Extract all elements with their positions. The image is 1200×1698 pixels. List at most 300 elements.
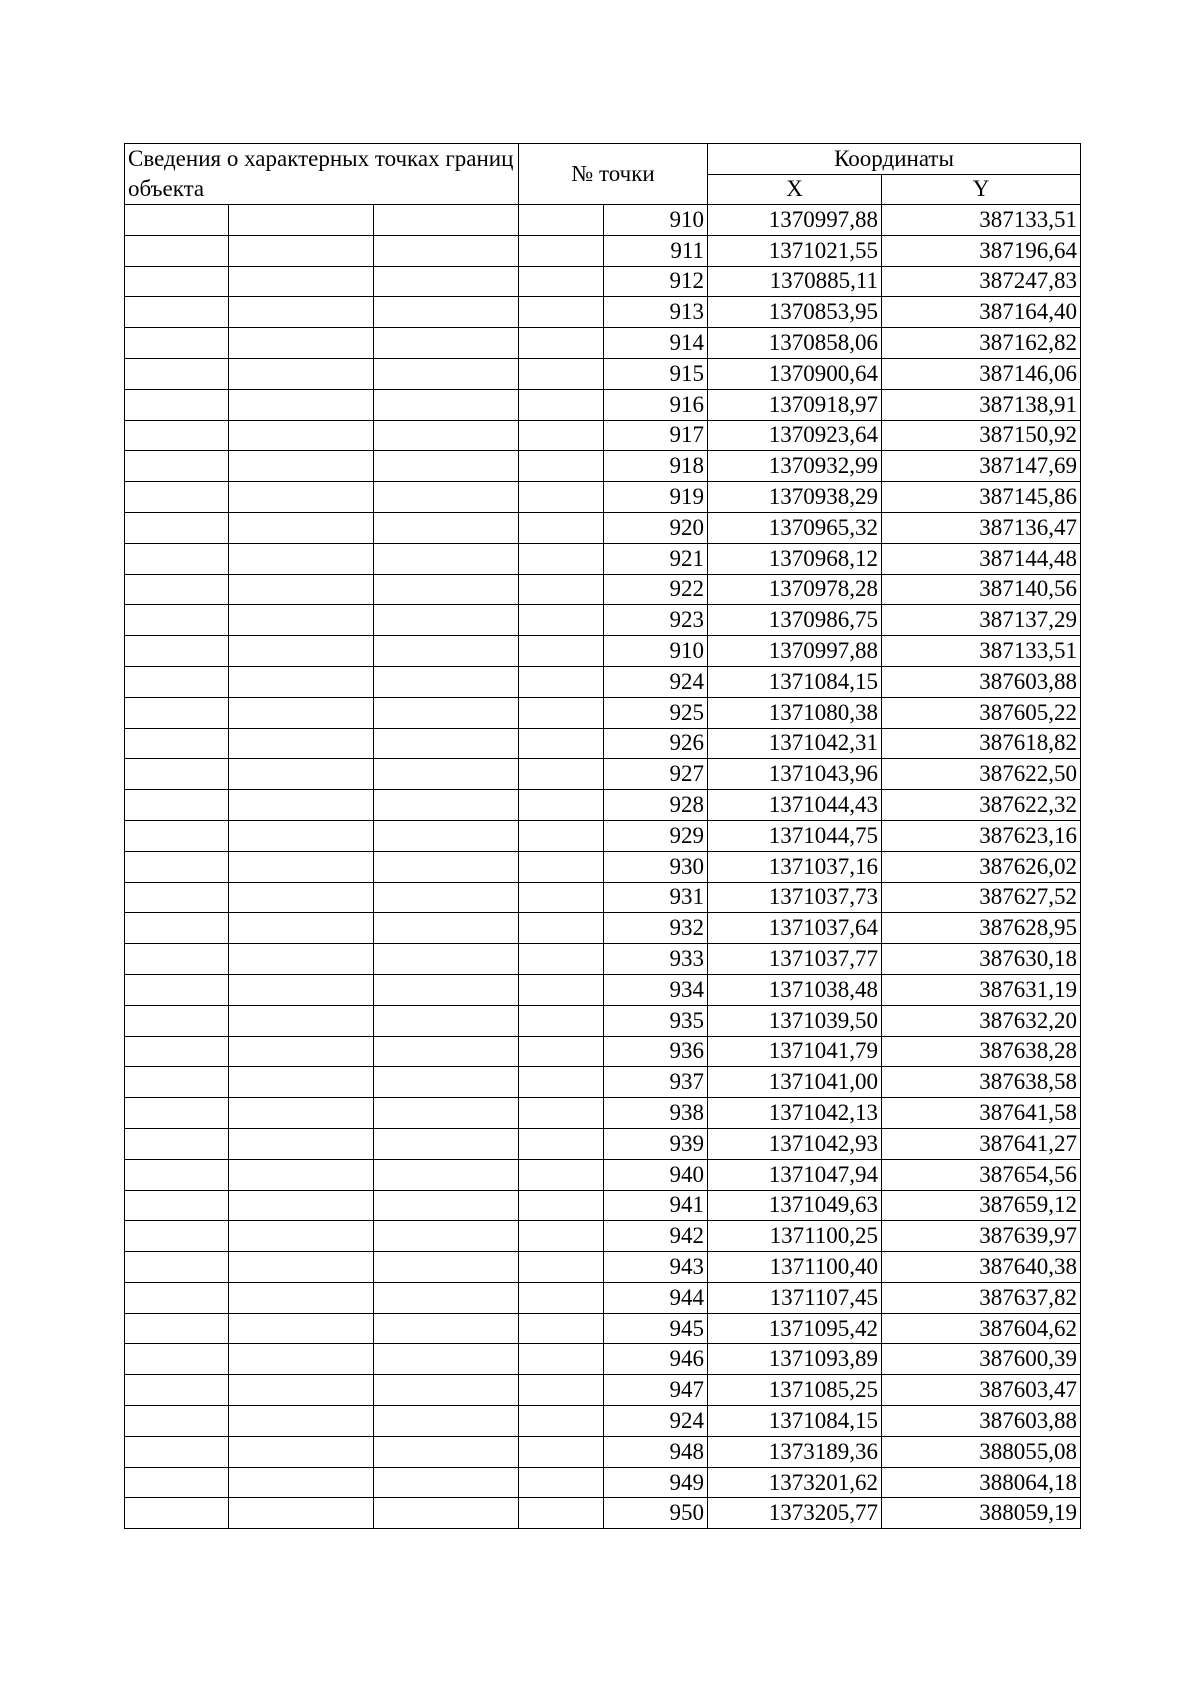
- empty-cell: [229, 913, 374, 944]
- empty-cell: [374, 666, 519, 697]
- x-coordinate-cell: 1371044,43: [708, 790, 882, 821]
- empty-cell: [229, 358, 374, 389]
- empty-cell: [519, 728, 604, 759]
- empty-cell: [229, 482, 374, 513]
- point-number-cell: 950: [604, 1498, 708, 1529]
- table-row: [125, 482, 1081, 513]
- y-coordinate-cell: 387622,32: [882, 790, 1081, 821]
- y-coordinate-cell: 387638,58: [882, 1067, 1081, 1098]
- empty-cell: [125, 389, 229, 420]
- table-row: [125, 328, 1081, 359]
- point-number-cell: 934: [604, 974, 708, 1005]
- y-coordinate-cell: 387164,40: [882, 297, 1081, 328]
- table-row: [125, 1406, 1081, 1437]
- table-row: [125, 389, 1081, 420]
- x-coordinate-cell: 1371037,16: [708, 851, 882, 882]
- x-coordinate-cell: 1371037,77: [708, 944, 882, 975]
- empty-cell: [125, 297, 229, 328]
- x-coordinate-cell: 1370965,32: [708, 512, 882, 543]
- empty-cell: [229, 205, 374, 236]
- table-row: [125, 1467, 1081, 1498]
- table-row: [125, 297, 1081, 328]
- empty-cell: [125, 266, 229, 297]
- empty-cell: [229, 790, 374, 821]
- empty-cell: [125, 820, 229, 851]
- point-number-cell: 948: [604, 1436, 708, 1467]
- y-coordinate-cell: 387147,69: [882, 451, 1081, 482]
- empty-cell: [519, 636, 604, 667]
- empty-cell: [519, 1067, 604, 1098]
- empty-cell: [125, 1375, 229, 1406]
- point-number-cell: 933: [604, 944, 708, 975]
- table-row: [125, 974, 1081, 1005]
- table-row: [125, 574, 1081, 605]
- empty-cell: [229, 974, 374, 1005]
- y-coordinate-cell: 387640,38: [882, 1252, 1081, 1283]
- empty-cell: [229, 944, 374, 975]
- coordinates-table: [124, 143, 1081, 1529]
- empty-cell: [374, 882, 519, 913]
- table-row: [125, 913, 1081, 944]
- table-row: [125, 235, 1081, 266]
- table-row: [125, 1067, 1081, 1098]
- empty-cell: [125, 913, 229, 944]
- y-coordinate-cell: 387247,83: [882, 266, 1081, 297]
- empty-cell: [125, 1221, 229, 1252]
- y-coordinate-cell: 387136,47: [882, 512, 1081, 543]
- table-row: [125, 1005, 1081, 1036]
- empty-cell: [125, 574, 229, 605]
- x-coordinate-cell: 1370853,95: [708, 297, 882, 328]
- y-coordinate-cell: 387604,62: [882, 1313, 1081, 1344]
- empty-cell: [229, 1252, 374, 1283]
- table-row: [125, 820, 1081, 851]
- y-coordinate-cell: 387630,18: [882, 944, 1081, 975]
- empty-cell: [374, 697, 519, 728]
- x-coordinate-cell: 1370900,64: [708, 358, 882, 389]
- empty-cell: [229, 1313, 374, 1344]
- point-number-cell: 918: [604, 451, 708, 482]
- y-coordinate-cell: 387618,82: [882, 728, 1081, 759]
- empty-cell: [519, 697, 604, 728]
- x-coordinate-cell: 1371043,96: [708, 759, 882, 790]
- empty-cell: [229, 820, 374, 851]
- empty-cell: [519, 1252, 604, 1283]
- empty-cell: [374, 1344, 519, 1375]
- y-coordinate-cell: 387603,47: [882, 1375, 1081, 1406]
- table-row: [125, 728, 1081, 759]
- x-coordinate-cell: 1370968,12: [708, 543, 882, 574]
- empty-cell: [229, 605, 374, 636]
- x-coordinate-cell: 1371107,45: [708, 1282, 882, 1313]
- y-coordinate-cell: 388055,08: [882, 1436, 1081, 1467]
- x-coordinate-cell: 1373189,36: [708, 1436, 882, 1467]
- y-coordinate-cell: 387145,86: [882, 482, 1081, 513]
- empty-cell: [125, 1436, 229, 1467]
- empty-cell: [374, 297, 519, 328]
- empty-cell: [519, 882, 604, 913]
- table-row: [125, 851, 1081, 882]
- empty-cell: [229, 266, 374, 297]
- empty-cell: [125, 944, 229, 975]
- empty-cell: [125, 759, 229, 790]
- empty-cell: [229, 1128, 374, 1159]
- point-number-cell: 926: [604, 728, 708, 759]
- point-number-cell: 936: [604, 1036, 708, 1067]
- empty-cell: [125, 1067, 229, 1098]
- empty-cell: [374, 266, 519, 297]
- table-row: [125, 1436, 1081, 1467]
- x-coordinate-cell: 1371085,25: [708, 1375, 882, 1406]
- empty-cell: [374, 543, 519, 574]
- empty-cell: [519, 974, 604, 1005]
- table-row: [125, 266, 1081, 297]
- empty-cell: [519, 1221, 604, 1252]
- x-coordinate-cell: 1371037,64: [708, 913, 882, 944]
- y-header-cell: Y: [882, 174, 1081, 205]
- empty-cell: [229, 1375, 374, 1406]
- table-row: [125, 790, 1081, 821]
- x-coordinate-cell: 1370938,29: [708, 482, 882, 513]
- empty-cell: [374, 389, 519, 420]
- table-row: [125, 882, 1081, 913]
- point-number-cell: 941: [604, 1190, 708, 1221]
- y-coordinate-cell: 387146,06: [882, 358, 1081, 389]
- empty-cell: [519, 1344, 604, 1375]
- empty-cell: [229, 451, 374, 482]
- point-number-cell: 930: [604, 851, 708, 882]
- empty-cell: [229, 636, 374, 667]
- empty-cell: [374, 1036, 519, 1067]
- point-number-cell: 943: [604, 1252, 708, 1283]
- y-coordinate-cell: 387140,56: [882, 574, 1081, 605]
- point-number-cell: 940: [604, 1159, 708, 1190]
- point-number-cell: 925: [604, 697, 708, 728]
- empty-cell: [374, 820, 519, 851]
- empty-cell: [229, 728, 374, 759]
- empty-cell: [374, 605, 519, 636]
- y-coordinate-cell: 387137,29: [882, 605, 1081, 636]
- point-number-cell: 922: [604, 574, 708, 605]
- empty-cell: [519, 913, 604, 944]
- point-number-cell: 949: [604, 1467, 708, 1498]
- empty-cell: [519, 1406, 604, 1437]
- y-coordinate-cell: 387622,50: [882, 759, 1081, 790]
- point-number-cell: 916: [604, 389, 708, 420]
- empty-cell: [374, 1221, 519, 1252]
- x-coordinate-cell: 1371084,15: [708, 1406, 882, 1437]
- y-coordinate-cell: 387623,16: [882, 820, 1081, 851]
- empty-cell: [229, 1467, 374, 1498]
- empty-cell: [229, 1067, 374, 1098]
- empty-cell: [229, 1406, 374, 1437]
- empty-cell: [374, 1252, 519, 1283]
- table-row: [125, 944, 1081, 975]
- y-coordinate-cell: 387605,22: [882, 697, 1081, 728]
- empty-cell: [374, 205, 519, 236]
- empty-cell: [229, 328, 374, 359]
- x-coordinate-cell: 1373205,77: [708, 1498, 882, 1529]
- empty-cell: [229, 543, 374, 574]
- empty-cell: [519, 1498, 604, 1529]
- empty-cell: [229, 697, 374, 728]
- empty-cell: [519, 1128, 604, 1159]
- empty-cell: [374, 636, 519, 667]
- empty-cell: [519, 851, 604, 882]
- y-coordinate-cell: 387626,02: [882, 851, 1081, 882]
- empty-cell: [519, 1282, 604, 1313]
- table-row: [125, 1190, 1081, 1221]
- point-number-cell: 932: [604, 913, 708, 944]
- empty-cell: [125, 1098, 229, 1129]
- point-number-cell: 928: [604, 790, 708, 821]
- empty-cell: [519, 1036, 604, 1067]
- table-row: [125, 1344, 1081, 1375]
- empty-cell: [519, 944, 604, 975]
- x-coordinate-cell: 1370932,99: [708, 451, 882, 482]
- empty-cell: [374, 1190, 519, 1221]
- y-coordinate-cell: 387133,51: [882, 636, 1081, 667]
- point-number-cell: 921: [604, 543, 708, 574]
- empty-cell: [519, 820, 604, 851]
- y-coordinate-cell: 387641,27: [882, 1128, 1081, 1159]
- empty-cell: [519, 1467, 604, 1498]
- x-coordinate-cell: 1371044,75: [708, 820, 882, 851]
- empty-cell: [125, 543, 229, 574]
- table-row: [125, 1252, 1081, 1283]
- x-coordinate-cell: 1371047,94: [708, 1159, 882, 1190]
- empty-cell: [125, 1128, 229, 1159]
- empty-cell: [125, 605, 229, 636]
- empty-cell: [229, 235, 374, 266]
- empty-cell: [125, 1036, 229, 1067]
- empty-cell: [229, 759, 374, 790]
- empty-cell: [519, 482, 604, 513]
- x-coordinate-cell: 1370923,64: [708, 420, 882, 451]
- point-number-cell: 947: [604, 1375, 708, 1406]
- empty-cell: [374, 913, 519, 944]
- empty-cell: [374, 574, 519, 605]
- x-coordinate-cell: 1371100,25: [708, 1221, 882, 1252]
- point-number-cell: 938: [604, 1098, 708, 1129]
- y-coordinate-cell: 387628,95: [882, 913, 1081, 944]
- info-header-cell: Сведения о характерных точках границ объекта: [125, 144, 519, 205]
- empty-cell: [125, 1252, 229, 1283]
- table-row: [125, 697, 1081, 728]
- coordinates-body: [125, 205, 1081, 1529]
- empty-cell: [374, 1282, 519, 1313]
- x-coordinate-cell: 1371093,89: [708, 1344, 882, 1375]
- empty-cell: [519, 605, 604, 636]
- y-coordinate-cell: 387150,92: [882, 420, 1081, 451]
- empty-cell: [519, 420, 604, 451]
- y-coordinate-cell: 388064,18: [882, 1467, 1081, 1498]
- empty-cell: [374, 1498, 519, 1529]
- empty-cell: [229, 1190, 374, 1221]
- empty-cell: [229, 1221, 374, 1252]
- point-number-cell: 914: [604, 328, 708, 359]
- point-number-cell: 920: [604, 512, 708, 543]
- empty-cell: [229, 882, 374, 913]
- x-coordinate-cell: 1371041,79: [708, 1036, 882, 1067]
- empty-cell: [125, 636, 229, 667]
- header-row-top: [125, 144, 1081, 175]
- point-number-cell: 924: [604, 666, 708, 697]
- empty-cell: [519, 759, 604, 790]
- empty-cell: [229, 1098, 374, 1129]
- point-number-cell: 935: [604, 1005, 708, 1036]
- table-row: [125, 636, 1081, 667]
- empty-cell: [519, 666, 604, 697]
- coordinates-sheet: [124, 143, 1081, 1529]
- empty-cell: [125, 420, 229, 451]
- empty-cell: [125, 328, 229, 359]
- x-coordinate-cell: 1371100,40: [708, 1252, 882, 1283]
- y-coordinate-cell: 388059,19: [882, 1498, 1081, 1529]
- table-row: [125, 1128, 1081, 1159]
- empty-cell: [374, 1005, 519, 1036]
- y-coordinate-cell: 387638,28: [882, 1036, 1081, 1067]
- empty-cell: [374, 1159, 519, 1190]
- x-coordinate-cell: 1371049,63: [708, 1190, 882, 1221]
- y-coordinate-cell: 387603,88: [882, 666, 1081, 697]
- empty-cell: [125, 790, 229, 821]
- empty-cell: [374, 728, 519, 759]
- y-coordinate-cell: 387632,20: [882, 1005, 1081, 1036]
- empty-cell: [229, 1436, 374, 1467]
- x-coordinate-cell: 1371095,42: [708, 1313, 882, 1344]
- empty-cell: [519, 1098, 604, 1129]
- empty-cell: [125, 482, 229, 513]
- table-row: [125, 358, 1081, 389]
- point-number-cell: 911: [604, 235, 708, 266]
- table-row: [125, 1375, 1081, 1406]
- empty-cell: [125, 235, 229, 266]
- empty-cell: [374, 759, 519, 790]
- empty-cell: [519, 790, 604, 821]
- table-row: [125, 420, 1081, 451]
- empty-cell: [229, 512, 374, 543]
- x-coordinate-cell: 1370997,88: [708, 205, 882, 236]
- x-coordinate-cell: 1370918,97: [708, 389, 882, 420]
- y-coordinate-cell: 387639,97: [882, 1221, 1081, 1252]
- x-coordinate-cell: 1371038,48: [708, 974, 882, 1005]
- empty-cell: [519, 1375, 604, 1406]
- table-row: [125, 1036, 1081, 1067]
- table-row: [125, 1313, 1081, 1344]
- x-coordinate-cell: 1373201,62: [708, 1467, 882, 1498]
- x-coordinate-cell: 1371039,50: [708, 1005, 882, 1036]
- empty-cell: [374, 235, 519, 266]
- empty-cell: [125, 1498, 229, 1529]
- empty-cell: [374, 790, 519, 821]
- empty-cell: [229, 1498, 374, 1529]
- empty-cell: [519, 297, 604, 328]
- point-number-cell: 910: [604, 205, 708, 236]
- empty-cell: [125, 205, 229, 236]
- empty-cell: [125, 358, 229, 389]
- empty-cell: [229, 1344, 374, 1375]
- empty-cell: [519, 1005, 604, 1036]
- y-coordinate-cell: 387659,12: [882, 1190, 1081, 1221]
- y-coordinate-cell: 387654,56: [882, 1159, 1081, 1190]
- empty-cell: [374, 974, 519, 1005]
- empty-cell: [374, 512, 519, 543]
- empty-cell: [229, 389, 374, 420]
- table-row: [125, 1221, 1081, 1252]
- empty-cell: [229, 420, 374, 451]
- point-number-cell: 944: [604, 1282, 708, 1313]
- empty-cell: [125, 1406, 229, 1437]
- empty-cell: [374, 482, 519, 513]
- empty-cell: [519, 1190, 604, 1221]
- y-coordinate-cell: 387138,91: [882, 389, 1081, 420]
- empty-cell: [125, 1005, 229, 1036]
- point-number-cell: 919: [604, 482, 708, 513]
- empty-cell: [229, 297, 374, 328]
- table-row: [125, 1282, 1081, 1313]
- x-coordinate-cell: 1371042,13: [708, 1098, 882, 1129]
- empty-cell: [374, 451, 519, 482]
- y-coordinate-cell: 387603,88: [882, 1406, 1081, 1437]
- y-coordinate-cell: 387162,82: [882, 328, 1081, 359]
- y-coordinate-cell: 387600,39: [882, 1344, 1081, 1375]
- x-coordinate-cell: 1371041,00: [708, 1067, 882, 1098]
- empty-cell: [374, 420, 519, 451]
- point-number-header-cell: № точки: [519, 144, 708, 205]
- empty-cell: [125, 512, 229, 543]
- x-coordinate-cell: 1370858,06: [708, 328, 882, 359]
- point-number-cell: 939: [604, 1128, 708, 1159]
- empty-cell: [374, 358, 519, 389]
- coordinates-header-cell: Координаты: [708, 144, 1081, 175]
- x-coordinate-cell: 1371084,15: [708, 666, 882, 697]
- point-number-cell: 917: [604, 420, 708, 451]
- empty-cell: [519, 451, 604, 482]
- empty-cell: [229, 1159, 374, 1190]
- point-number-cell: 927: [604, 759, 708, 790]
- empty-cell: [125, 697, 229, 728]
- x-header-cell: X: [708, 174, 882, 205]
- empty-cell: [374, 1067, 519, 1098]
- empty-cell: [374, 1313, 519, 1344]
- x-coordinate-cell: 1370978,28: [708, 574, 882, 605]
- empty-cell: [519, 512, 604, 543]
- table-row: [125, 451, 1081, 482]
- empty-cell: [125, 1467, 229, 1498]
- empty-cell: [125, 1159, 229, 1190]
- empty-cell: [374, 1406, 519, 1437]
- point-number-cell: 946: [604, 1344, 708, 1375]
- y-coordinate-cell: 387641,58: [882, 1098, 1081, 1129]
- point-number-cell: 913: [604, 297, 708, 328]
- empty-cell: [229, 574, 374, 605]
- empty-cell: [125, 1190, 229, 1221]
- empty-cell: [125, 974, 229, 1005]
- table-row: [125, 605, 1081, 636]
- empty-cell: [125, 666, 229, 697]
- empty-cell: [374, 851, 519, 882]
- y-coordinate-cell: 387144,48: [882, 543, 1081, 574]
- empty-cell: [374, 1098, 519, 1129]
- y-coordinate-cell: 387631,19: [882, 974, 1081, 1005]
- x-coordinate-cell: 1370997,88: [708, 636, 882, 667]
- empty-cell: [519, 1159, 604, 1190]
- point-number-cell: 945: [604, 1313, 708, 1344]
- table-row: [125, 1498, 1081, 1529]
- empty-cell: [229, 1005, 374, 1036]
- empty-cell: [229, 851, 374, 882]
